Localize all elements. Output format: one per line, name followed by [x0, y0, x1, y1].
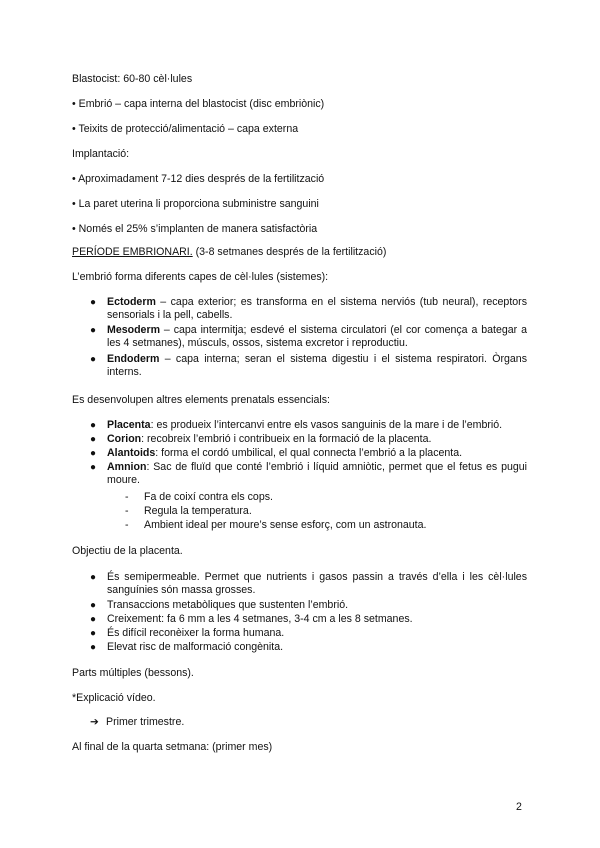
list-item-ectoderm — [90, 296, 527, 323]
bullet: ● — [90, 614, 97, 625]
dash: - — [125, 505, 129, 517]
list-item-mesoderm — [90, 324, 527, 351]
periode-rest: (3-8 setmanes després de la fertilització) — [192, 246, 387, 258]
amnion-sub-item: - Ambient ideal per moure’s sense esforç, com un astronauta. — [125, 519, 427, 531]
bullet: ● — [90, 600, 97, 611]
amnion-sub-item: - Fa de coixí contra els cops. — [125, 491, 273, 503]
final-line: Al final de la quarta setmana: (primer mes) — [72, 741, 273, 753]
definition: – capa interna; seran el sistema digestiu i el sistema respiratori. Òrgans interns. — [107, 353, 527, 379]
term: Amnion — [107, 461, 147, 473]
prenatals-intro: Es desenvolupen altres elements prenatals essencials: — [72, 394, 330, 406]
list-item-amnion — [90, 461, 527, 488]
list-item: ● És semipermeable. Permet que nutrients i gasos passin a través d’ella i les cèl·lules sanguínies són massa grosses. — [90, 571, 527, 597]
bullet: ● — [90, 325, 97, 336]
video-line: *Explicació vídeo. — [72, 692, 156, 704]
term: Placenta — [107, 419, 151, 431]
capes-intro: L’embrió forma diferents capes de cèl·lules (sistemes): — [72, 271, 329, 283]
definition: : Sac de fluïd que conté l’embrió i líquid amniòtic, permet que el fetus es pugui moure. — [107, 461, 527, 487]
dash: - — [125, 519, 129, 531]
bullet: ● — [90, 462, 97, 473]
list-item-placenta — [90, 419, 527, 432]
term: Endoderm — [107, 353, 160, 365]
blastocist-line: Blastocist: 60-80 cèl·lules — [72, 73, 193, 85]
term: Alantoids — [107, 447, 156, 459]
bullet: ● — [90, 642, 97, 653]
term: Corion — [107, 433, 142, 445]
implantacio-heading: Implantació: — [72, 148, 130, 160]
definition: : forma el cordó umbilical, el qual connecta l’embrió a la placenta. — [155, 447, 463, 459]
term: Mesoderm — [107, 324, 160, 336]
bullet: ● — [90, 420, 97, 431]
list-item: ● Transaccions metabòliques que sustenten l’embrió. — [90, 599, 349, 611]
amnion-sub-item: - Regula la temperatura. — [125, 505, 252, 517]
periode-heading — [72, 246, 386, 259]
paret-line: • La paret uterina li proporciona subministre sanguini — [72, 198, 319, 210]
bullet: ● — [90, 297, 97, 308]
page-number: 2 — [516, 801, 522, 813]
arrow-list-item: ➔ Primer trimestre. — [90, 716, 185, 728]
list-item: ● Elevat risc de malformació congènita. — [90, 641, 284, 653]
aprox-line: • Aproximadament 7-12 dies després de la fertilització — [72, 173, 325, 185]
nomes-line: • Només el 25% s’implanten de manera satisfactòria — [72, 223, 318, 235]
term: Ectoderm — [107, 296, 156, 308]
objectiu-heading: Objectiu de la placenta. — [72, 545, 183, 557]
parts-line: Parts múltiples (bessons). — [72, 667, 194, 679]
list-item-alantoids — [90, 447, 527, 460]
bullet: ● — [90, 354, 97, 365]
definition: – capa intermitja; esdevé el sistema circulatori (el cor comença a bategar a les 4 setmanes), músculs, ossos, sistema excretor i reproductiu. — [107, 324, 527, 350]
bullet: ● — [90, 434, 97, 445]
bullet: ● — [90, 572, 97, 583]
list-item-corion — [90, 433, 527, 446]
bullet: ● — [90, 448, 97, 459]
teixits-line: • Teixits de protecció/alimentació – capa externa — [72, 123, 299, 135]
list-item: ● És difícil reconèixer la forma humana. — [90, 627, 285, 639]
embrio-line: • Embrió – capa interna del blastocist (disc embriònic) — [72, 98, 325, 110]
definition: : recobreix l’embrió i contribueix en la formació de la placenta. — [141, 433, 432, 445]
definition: – capa exterior; es transforma en el sistema nerviós (tub neural), receptors sensorials i la pell, cabells. — [107, 296, 527, 322]
list-item: ● Creixement: fa 6 mm a les 4 setmanes, 3-4 cm a les 8 setmanes. — [90, 613, 413, 625]
list-item-endoderm — [90, 353, 527, 380]
periode-title: PERÍODE EMBRIONARI. — [72, 246, 193, 258]
definition: : es produeix l’intercanvi entre els vasos sanguinis de la mare i de l’embrió. — [150, 419, 503, 431]
arrow-icon: ➔ — [90, 716, 99, 728]
bullet: ● — [90, 628, 97, 639]
dash: - — [125, 491, 129, 503]
